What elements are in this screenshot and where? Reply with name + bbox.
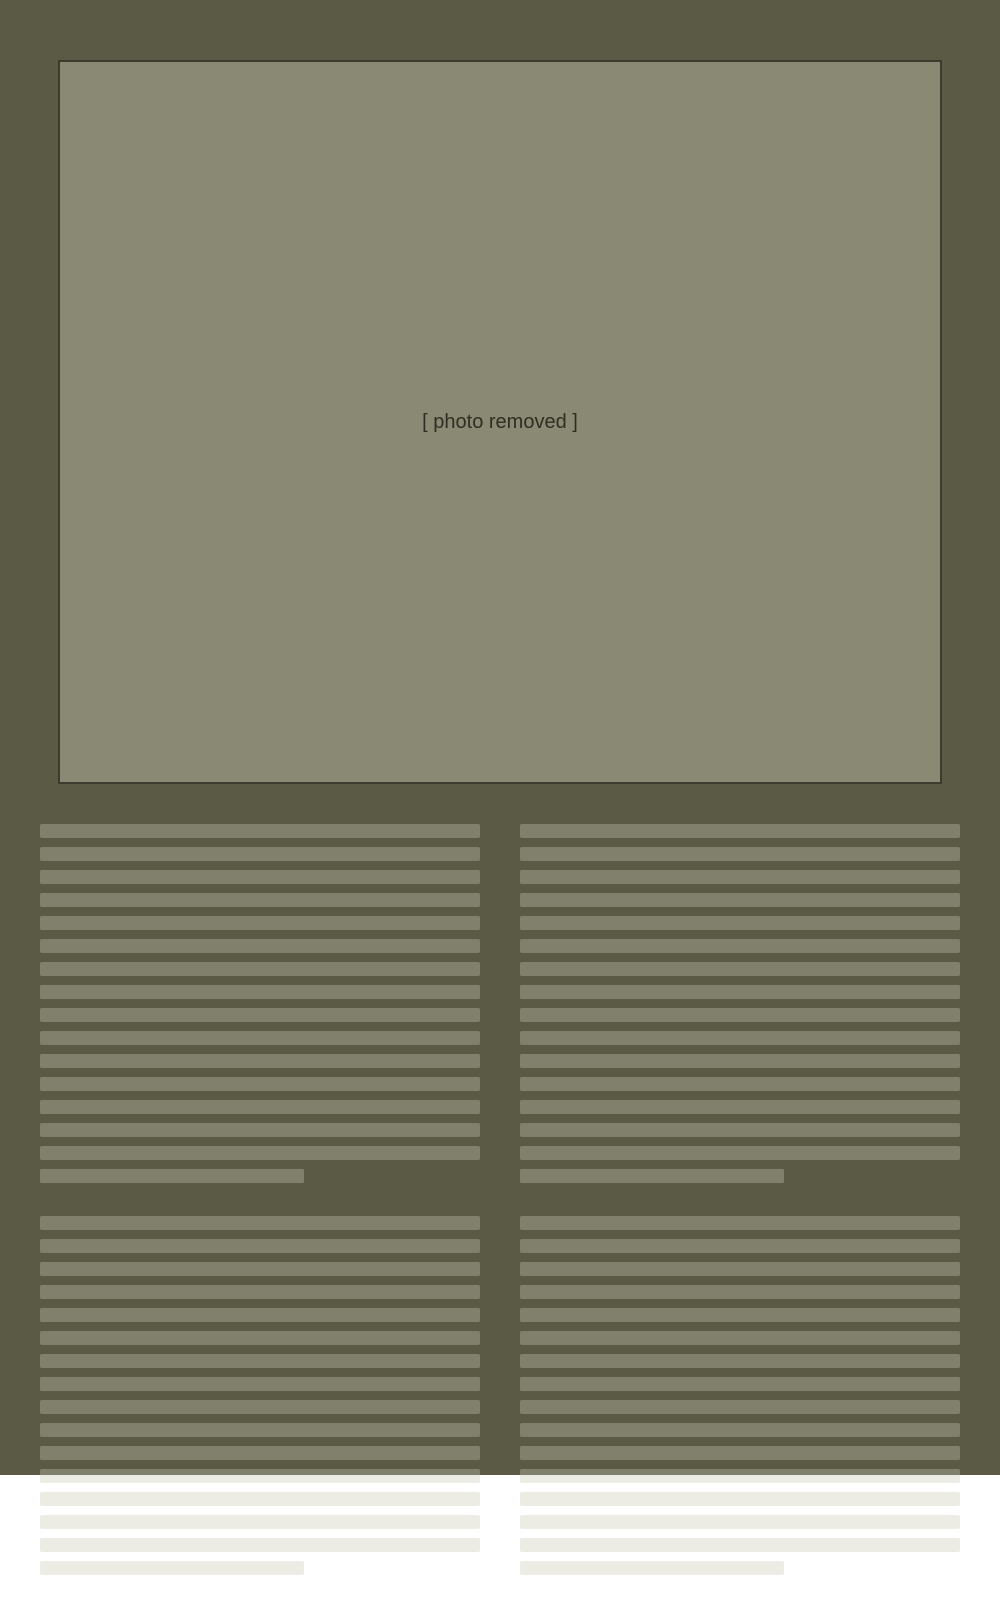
redacted-text-line [40,1561,304,1575]
redacted-text-line [40,1216,480,1230]
redacted-text-line [40,1285,480,1299]
redacted-text-line [520,1331,960,1345]
redacted-text-line [520,1100,960,1114]
redacted-text-line [40,1400,480,1414]
redacted-text-line [520,1008,960,1022]
redacted-text-line [40,824,480,838]
redacted-text-line [520,1446,960,1460]
redacted-text-line [40,1354,480,1368]
redacted-text-line [520,1285,960,1299]
redacted-text-line [40,1308,480,1322]
redacted-text-line [520,893,960,907]
redacted-text-line [40,1331,480,1345]
redacted-text-line [40,1077,480,1091]
redacted-text-line [40,893,480,907]
redacted-text-line [40,847,480,861]
redacted-text-line [520,1377,960,1391]
text-column-left [40,824,480,1608]
text-columns [40,824,960,1608]
redacted-text-line [520,916,960,930]
redacted-text-line [520,1400,960,1414]
redacted-text-line [520,1469,960,1483]
redacted-text-line [520,985,960,999]
redacted-text-line [40,1492,480,1506]
redacted-text-line [40,1146,480,1160]
redacted-text-line [40,1100,480,1114]
redacted-text-line [520,1492,960,1506]
photo-placeholder: [ photo removed ] [58,60,942,784]
redacted-text-line [40,1469,480,1483]
redacted-text-line [520,1216,960,1230]
redacted-text-line [40,870,480,884]
redacted-text-line [520,1262,960,1276]
redacted-text-line [40,1239,480,1253]
redacted-text-line [40,962,480,976]
redacted-text-line [520,870,960,884]
redacted-text-line [520,1515,960,1529]
redacted-text-line [40,1423,480,1437]
redacted-text-line [40,1377,480,1391]
redacted-text-line [40,1123,480,1137]
redacted-text-line [520,1239,960,1253]
redacted-text-line [520,1077,960,1091]
redacted-text-line [520,1031,960,1045]
redacted-text-line [520,939,960,953]
redacted-text-line [520,1308,960,1322]
text-column-right [520,824,960,1608]
redacted-text-line [520,1423,960,1437]
redacted-text-line [520,1561,784,1575]
redacted-text-line [520,1123,960,1137]
redacted-text-line [40,1054,480,1068]
redacted-text-line [40,1031,480,1045]
redacted-text-line [520,962,960,976]
redacted-text-line [520,1169,784,1183]
redacted-text-line [40,1008,480,1022]
redacted-text-line [40,1538,480,1552]
redacted-text-line [40,985,480,999]
redacted-text-line [40,1515,480,1529]
redacted-text-line [40,1169,304,1183]
redacted-text-line [520,824,960,838]
redacted-text-line [40,939,480,953]
redacted-text-line [40,1262,480,1276]
redacted-text-line [520,1054,960,1068]
redacted-text-line [520,1538,960,1552]
redacted-text-line [520,847,960,861]
redacted-text-line [520,1146,960,1160]
redacted-text-line [40,916,480,930]
redacted-text-line [40,1446,480,1460]
redacted-text-line [520,1354,960,1368]
